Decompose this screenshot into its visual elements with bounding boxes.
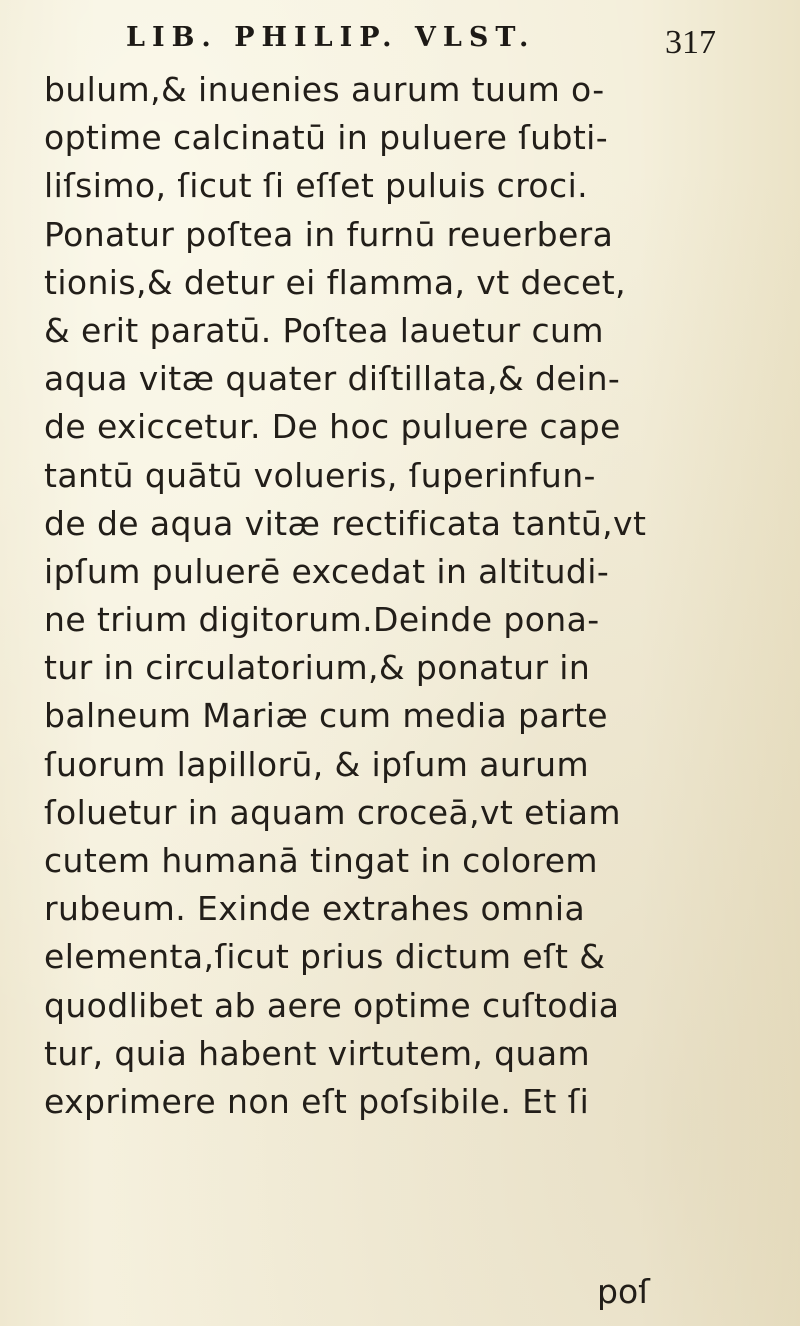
running-title: LIB. PHILIP. VLST. [126,22,536,53]
text-line: ipſum puluerē excedat in altitudi- [44,551,610,591]
text-line: bulum,& inuenies aurum tuum o- [44,70,605,109]
text-line: ne trium digitorum.Deinde pona- [44,600,600,640]
text-line: Ponatur poſtea in furnū reuerbera [44,214,614,254]
text-line: ſuorum lapillorū, & ipſum aurum [44,744,590,784]
catchword: poſ [597,1272,650,1311]
body-text [44,66,704,1126]
text-line: tantū quātū volueris, ſuperinfun- [44,455,596,495]
page-number: 317 [665,24,716,61]
text-line: optime calcinatū in puluere ſubti- [44,118,609,158]
text-line: cutem humanā tingat in colorem [44,841,598,880]
text-line: tionis,& detur ei flamma, vt decet, [44,262,626,302]
text-line: aqua vitæ quater diſtillata,& dein- [44,359,621,399]
text-line: exprimere non eſt poſsibile. Et ſi [44,1081,590,1121]
text-line: ſoluetur in aquam croceā,vt etiam [44,792,621,832]
text-line: de de aqua vitæ rectificata tantū,vt [44,503,647,543]
text-line: & erit paratū. Poſtea lauetur cum [44,310,604,350]
text-line: elementa,ſicut prius dictum eſt & [44,937,606,977]
text-line: tur, quia habent virtutem, quam [44,1033,590,1073]
text-line: tur in circulatorium,& ponatur in [44,648,591,688]
text-line: liſsimo, ſicut ſi eſſet puluis croci. [44,166,589,206]
text-line: balneum Mariæ cum media parte [44,696,608,736]
text-line: rubeum. Exinde extrahes omnia [44,889,586,929]
text-line: quodlibet ab aere optime cuſtodia [44,985,620,1025]
text-line: de exiccetur. De hoc puluere cape [44,407,621,447]
running-head [126,22,716,62]
